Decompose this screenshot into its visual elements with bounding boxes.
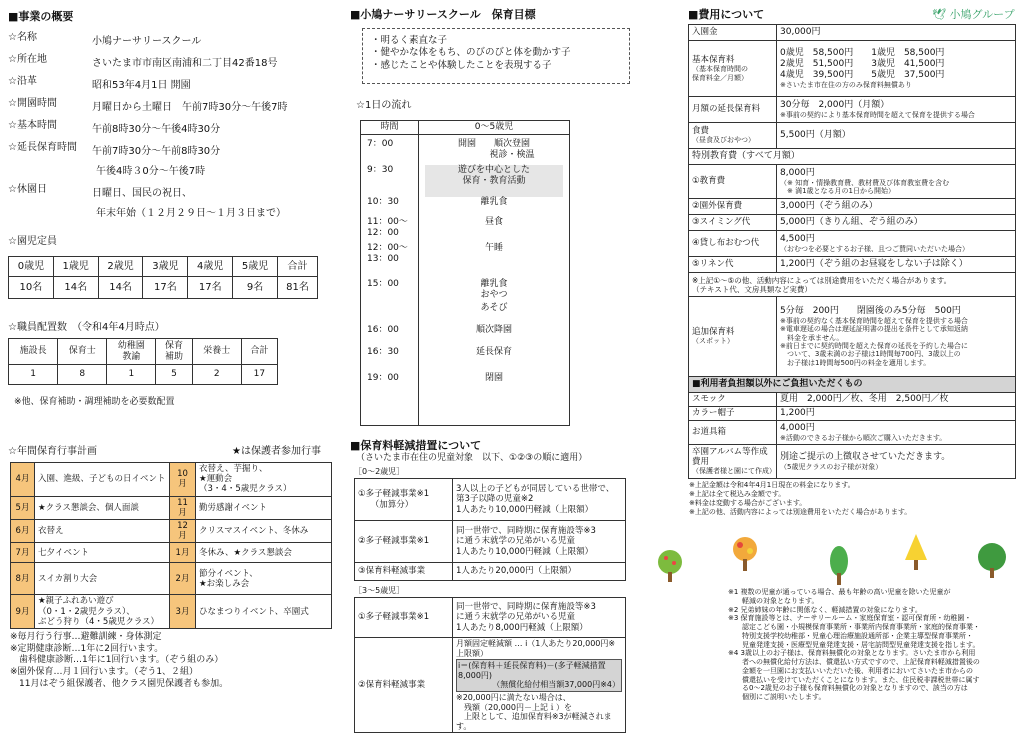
brand-name: 小鳩グループ [949,8,1015,21]
fee-row [689,149,1016,165]
flow-time: 15：00 [367,279,399,289]
flow-heading: ☆1日の流れ [356,100,412,111]
fee-value: 4,000円 ※活動のできるお子様から順次ご購入いただきます。 [777,421,1016,445]
fee-item: 追加保育料 （スポット） [689,297,777,377]
annual-row [11,595,332,629]
annual-row [11,543,332,563]
annual-month: 2月 [170,563,196,595]
fee-item: 基本保育料 （基本保育時間の 保育料金／月額） [689,41,777,97]
flow-time: 12：00～ 13：00 [367,243,408,265]
overview-label: ☆沿革 [8,76,37,87]
fee-value: 5,500円（月額） [777,123,1016,149]
fee-item: 特別教育費（すべて月額） [689,149,1016,165]
reduction-detail: 3人以上の子どもが同居している世帯で、 第3子以降の児童※2 1人あたり10,000円軽減（上限額） [453,479,626,521]
flow-activity: 開園 順次登園 視診・検温 [453,139,535,161]
fee-item: ①教育費 [689,165,777,199]
annual-event: 冬休み、★クラス懇談会 [196,543,332,563]
annual-month: 1月 [170,543,196,563]
fee-value: 3,000円（ぞう組のみ） [777,199,1016,215]
staff-heading: ☆職員配置数 （令和4年4月時点） [8,322,165,333]
fee-item: ④貸し布おむつ代 [689,231,777,257]
annual-table [10,462,332,629]
staff-header: 栄養士 [192,339,241,365]
annual-note: ※定期健康診断…1年に2回行います。 [10,643,164,654]
capacity-value: 10名 [9,277,54,299]
reduction-kind: ②保育料軽減事業 [355,638,453,733]
flow-activity: 遊びを中心とした 保育・教育活動 [425,165,563,197]
fee-row [689,377,1016,393]
capacity-header: 5歳児 [233,257,278,277]
overview-row [8,32,338,54]
overview-list [8,32,338,226]
goal-item: ・健やかな体をもち、のびのびと体を動かす子 [371,47,571,59]
fee-row [689,231,1016,257]
overview-value: 日曜日、国民の祝日、 年末年始（１２月２９日～１月３日まで） [92,188,286,219]
goals-box [362,28,630,84]
fee-item: お道具箱 [689,421,777,445]
flow-activity: あそび [480,303,508,313]
fees-table [688,24,1016,479]
reduction-heading: ■保育料軽減措置について [350,439,482,452]
overview-row [8,184,338,226]
fee-item: ■利用者負担額以外にご負担いただくもの [689,377,1016,393]
capacity-value: 14名 [98,277,143,299]
tree-icon [828,545,850,587]
staff-value: 8 [58,365,107,385]
fee-row [689,257,1016,273]
fee-value: 1,200円（ぞう組のお昼寝をしない子は除く） [777,257,1016,273]
footnotes [728,588,1020,702]
annual-note: ※毎月行う行事…避難訓練・身体測定 [10,632,162,642]
overview-row [8,98,338,120]
fees-heading: ■費用について [688,8,765,21]
staff-value: 2 [192,365,241,385]
fee-item: 入園金 [689,25,777,41]
goal-item: ・感じたことや体験したことを表現する子 [371,59,552,71]
reduction-detail: 同一世帯で、同時期に保育施設等※3 に通う末就学の兄弟がいる児童 1人あたり8,000円軽減（上限額） [453,598,626,638]
flow-activity: 離乳食 [480,197,508,207]
annual-event: 衣替え [35,519,170,542]
fee-row [689,445,1016,479]
annual-note: 歯科健康診断…1年に1回行います。（ぞう組のみ） [10,655,224,666]
overview-row [8,54,338,76]
reduction-fixed: 月額固定軽減額 … i（1人あたり20,000円※上限額） [456,639,616,658]
flow-time: 16：00 [367,325,399,335]
footnote: ※4 3歳以上のお子様は、保育料無償化の対象となります。さいたま市から利用 者への無償化給付方法は、償還払い方式ですので、上記保育料軽減措置後の 金額を一旦園にお支払いいただいた後、利用者においてさいたま市からの 償還払いを受けていただくことになります。また、住民税非課税世帯に属す る0～2歳児のお子様も保育料無償化の対象となりますので、該当の方は 個別にご説明いたします。 [728,649,980,701]
fee-item: ②園外保育費 [689,199,777,215]
flow-activity: 延長保育 [475,347,512,357]
staff-header: 保育士 [58,339,107,365]
annual-event: 入園、進級、子どもの日イベント [35,463,170,497]
annual-row [11,496,332,519]
flow-time: 10：30 [367,197,399,207]
reduction-row [355,479,626,521]
goals-heading: ■小鳩ナーサリースクール 保育目標 [350,8,536,21]
reduction-kind: ①多子軽減事業※1 [355,598,453,638]
staff-note: ※他、保育補助・調理補助を必要数配置 [14,397,175,407]
annual-event: 節分イベント、 ★お楽しみ会 [196,563,332,595]
flow-col1: 時間 [361,121,419,135]
overview-row [8,142,338,184]
fee-note: ※上記金額は令和4年4月1日現在の料金になります。 [689,481,855,489]
capacity-header: 4歳児 [188,257,233,277]
reduction-table-2 [354,597,626,733]
fee-item: 卒園アルバム等作成費用 （保護者様と園にて作成） [689,445,777,479]
annual-event: 勤労感謝イベント [196,496,332,519]
flow-table [360,120,570,426]
capacity-header: 2歳児 [98,257,143,277]
capacity-header: 3歳児 [143,257,188,277]
staff-header: 施設長 [9,339,58,365]
capacity-value: 81名 [277,277,317,299]
tree-icon [975,542,1009,578]
tree-icon [903,532,929,572]
overview-value: 月曜日から土曜日 午前7時30分～午後7時 [92,102,288,113]
flow-time: 19：00 [367,373,399,383]
reduction-note: ※20,000円に満たない場合は、 残額（20,000円－上記ｉ）を 上限として、追加保育料※3が軽減されます。 [456,692,612,731]
flow-activity: 順次降園 [475,325,512,335]
overview-row [8,76,338,98]
reduction-detail: 同一世帯で、同時期に保育施設等※3 に通う末就学の兄弟がいる児童 1人あたり10,000円軽減（上限額） [453,521,626,563]
flow-activity: 午睡 [484,243,503,253]
fee-item: ③スイミング代 [689,215,777,231]
annual-month: 5月 [11,496,35,519]
fee-row [689,421,1016,445]
annual-note: 11月はぞう組保護者、他クラス園児保護者も参加。 [10,678,229,689]
fee-row [689,297,1016,377]
fee-note: ※上記は全て税込み金額です。 [689,490,786,499]
annual-notes [10,632,228,690]
annual-event: ★クラス懇談会、個人面談 [35,496,170,519]
annual-month: 9月 [11,595,35,629]
capacity-header: 1歳児 [53,257,98,277]
reduction-formula: i＝(保育料＋延長保育料)－(多子軽減措置8,000円) （無償化給付相当額37,000円※4） [456,659,622,692]
fee-item: カラー帽子 [689,407,777,421]
fee-value: 30分毎 2,000円（月額） ※事前の契約により基本保育時間を超えて保育を提供する場合 [777,97,1016,123]
fee-value: 30,000円 [777,25,1016,41]
annual-event: クリスマスイベント、冬休み [196,519,332,542]
tree-icon [655,548,685,582]
fee-row [689,273,1016,297]
fee-row [689,25,1016,41]
capacity-value: 17名 [143,277,188,299]
overview-label: ☆名称 [8,32,37,43]
fee-item: 食費 （昼食及びおやつ） [689,123,777,149]
staff-value: 17 [241,365,277,385]
staff-value: 1 [9,365,58,385]
annual-row [11,563,332,595]
overview-row [8,120,338,142]
capacity-value: 14名 [53,277,98,299]
reduction-row [355,598,626,638]
staff-table [8,338,278,385]
flow-time: 11：00～ 12：00 [367,217,408,239]
annual-month: 6月 [11,519,35,542]
annual-month: 8月 [11,563,35,595]
fee-row [689,165,1016,199]
overview-label: ☆休園日 [8,184,47,195]
annual-month: 10月 [170,463,196,497]
fee-note: ※上記の他、活動内容によっては別途費用をいただく場合があります。 [689,508,912,517]
overview-heading: ■事業の概要 [8,10,74,23]
staff-value: 5 [156,365,192,385]
overview-value: 小鳩ナーサリースクール [92,36,202,47]
fee-item: 月額の延長保育料 [689,97,777,123]
annual-legend: ★は保護者参加行事 [232,446,321,457]
flow-time: 7：00 [367,139,394,149]
flow-col2: 0～5歳児 [419,121,570,135]
overview-label: ☆開園時間 [8,98,57,109]
reduction-row [355,563,626,581]
reduction-row [355,521,626,563]
fee-row [689,199,1016,215]
annual-month: 12月 [170,519,196,542]
reduction-kind: ①多子軽減事業※1 （加算分） [355,479,453,521]
footnote: ※3 保育施設等とは、ナーサリールーム・家庭保育室・認可保育所・幼稚園・ 認定こども園・小規模保育事業所・事業所内保育事業所・家庭的保育事業・ 特別支援学校幼稚部・児童心理治療施設通所部・企業主導型保育事業所・ 児童発達支援・医療型児童発達支援・居宅訪問型児童発達支援を指します。 [728,614,980,649]
reduction-table-1 [354,478,626,581]
reduction-kind: ③保育料軽減事業 [355,563,453,581]
overview-label: ☆所在地 [8,54,47,65]
annual-month: 3月 [170,595,196,629]
annual-event: ひなまつりイベント、卒園式 [196,595,332,629]
fee-value: 5分毎 200円 閉園後のみ5分毎 500円 ※事前の契約なく基本保育時間を超えて保育を提供する場合 ※電車遅延の場合は遅延証明書の提出を条件として承知返納 料金を承ません。 ※前日までに契約時間を超えた保育の延長を予約した場合に ついて、3歳未満のお子様は1時間毎700円、3歳以上の お子様は1時間毎500円の料金を適用します。 [777,297,1016,377]
flow-time: 9：30 [367,165,394,175]
fee-row [689,41,1016,97]
annual-row [11,463,332,497]
flow-activity: 離乳食 おやつ [480,279,508,301]
staff-header: 幼稚園 教諭 [107,339,156,365]
reduction-detail [453,638,626,733]
annual-note: ※園外保育…月１回行います。（ぞう1、２組） [10,667,199,678]
overview-label: ☆基本時間 [8,120,57,131]
annual-event: 衣替え、芋掘り、 ★運動会 （3・4・5歳児クラス） [196,463,332,497]
fee-item: ⑤リネン代 [689,257,777,273]
fee-row [689,393,1016,407]
fee-value: 8,000円 （※ 知育・情操教育費、教材費及び体育教室費を含む ※ 満1歳となる月の1日から開始） [777,165,1016,199]
brand-logo [932,8,1015,21]
flow-activity: 昼食 [484,217,503,227]
flow-time [367,303,412,325]
fee-value: 別途ご提示の上徴収させていただきます。 （5歳児クラスのお子様が対象） [777,445,1016,479]
overview-value: 午前7時30分～午前8時30分 午後4時３0分～午後7時 [92,146,221,177]
goal-item: ・明るく素直な子 [371,35,448,46]
overview-value: 昭和53年4月1日 開園 [92,80,191,91]
fee-value: 夏用 2,000円／枚、冬用 2,500円／枚 [777,393,1016,407]
fee-value: 0歳児 58,500円 1歳児 58,500円 2歳児 51,500円 3歳児 41,500円 4歳児 39,500円 5歳児 37,500円 ※さいたま市在住の方のみ保育料無償あり [777,41,1016,97]
capacity-table [8,256,318,299]
bird-icon: 🕊 [932,8,946,21]
fee-value: 4,500円 （おむつを必要とするお子様、且つご賛同いただいた場合） [777,231,1016,257]
fee-row [689,123,1016,149]
capacity-header: 合計 [277,257,317,277]
fee-value: 5,000円（きりん組、ぞう組のみ） [777,215,1016,231]
footnote: ※2 兄弟姉妹の年齢に関係なく、軽減措置の対象になります。 [728,605,922,614]
fee-item: スモック [689,393,777,407]
annual-month: 11月 [170,496,196,519]
fee-note: ※料金は変動する場合がございます。 [689,499,807,508]
reduction-group1: ［0～2歳児］ [354,467,405,476]
overview-value: 午前8時30分～午後4時30分 [92,124,221,135]
staff-header: 合計 [241,339,277,365]
annual-heading: ☆年間保育行事計画 [8,446,97,457]
annual-month: 4月 [11,463,35,497]
annual-event: 七夕イベント [35,543,170,563]
flow-activity: 閉園 [484,373,503,383]
reduction-group2: ［3～5歳児］ [354,586,405,595]
annual-month: 7月 [11,543,35,563]
fee-value: 1,200円 [777,407,1016,421]
reduction-row [355,638,626,733]
capacity-value: 17名 [188,277,233,299]
overview-label: ☆延長保育時間 [8,142,77,153]
capacity-heading: ☆園児定員 [8,236,57,247]
reduction-kind: ②多子軽減事業※1 [355,521,453,563]
fees-notes [689,481,911,517]
footnote: ※1 複数の児童が通っている場合、最も年齢の高い児童を除いた児童が 軽減の対象となります。 [728,588,951,605]
annual-event: ★親子ふれあい遊び （0・1・2歳児クラス）、 ぶどう狩り（4・5歳児クラス） [35,595,170,629]
staff-header: 保育 補助 [156,339,192,365]
staff-value: 1 [107,365,156,385]
fee-row [689,407,1016,421]
capacity-value: 9名 [233,277,278,299]
fee-row [689,215,1016,231]
reduction-sub: （さいたま市在住の児童対象 以下、①②③の順に適用） [356,453,588,463]
tree-icon [730,535,760,573]
annual-row [11,519,332,542]
overview-value: さいたま市市南区南浦和二丁目42番18号 [92,58,278,69]
annual-event: スイカ割り大会 [35,563,170,595]
flow-time: 16：30 [367,347,399,357]
capacity-header: 0歳児 [9,257,54,277]
reduction-detail: 1人あたり20,000円（上限額） [453,563,626,581]
fee-row [689,97,1016,123]
fee-item: ※上記①～⑤の他、活動内容によっては別途費用をいただく場合があります。 （テキスト代、文房具類など実費） [689,273,1016,297]
